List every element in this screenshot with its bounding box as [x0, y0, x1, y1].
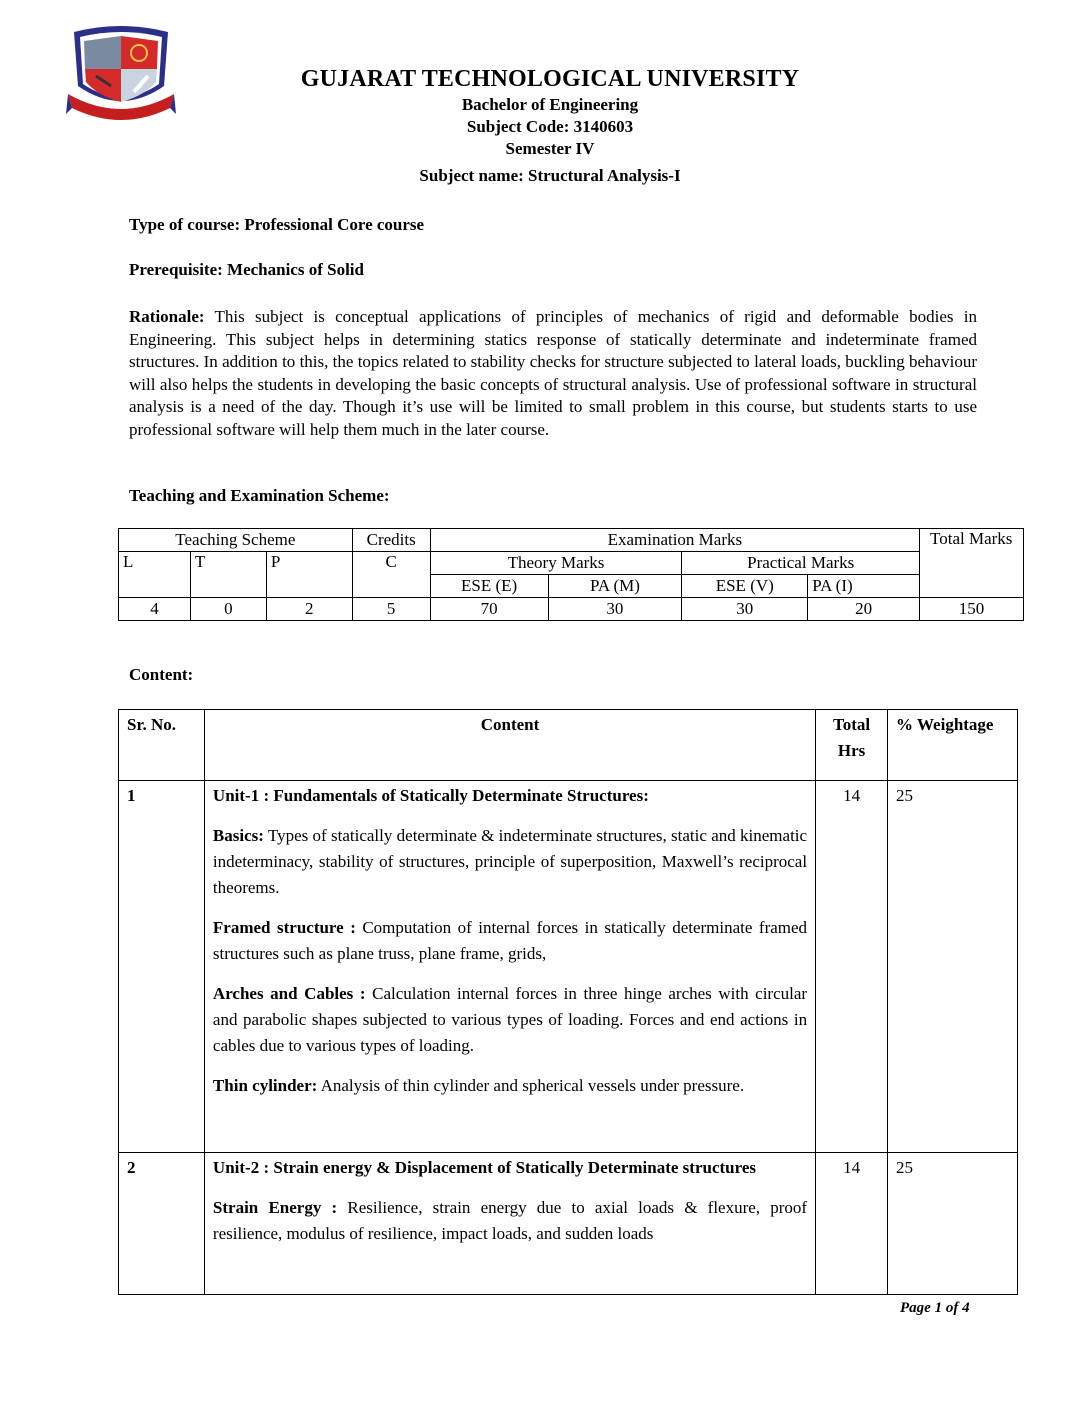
topic-thin-cylinder [213, 1073, 807, 1099]
ese-v-value: 30 [682, 598, 808, 621]
topic-text: Calculation internal forces in three hinge arches with circular and parabolic shapes subjected to various types of loading. Forces and end actions in cables due to various types of loading. [212, 984, 808, 1055]
total-marks-header: Total Marks [920, 529, 1024, 598]
c-value: 5 [352, 598, 430, 621]
topic-text: Types of statically determinate & indeterminate structures, static and kinematic indeterminacy, stability of structures, principle of superposition, Maxwell’s reciprocal theorems. [212, 826, 808, 897]
topic-text: Analysis of thin cylinder and spherical vessels under pressure. [317, 1076, 745, 1095]
scheme-table [118, 528, 1024, 621]
pa-i-value: 20 [808, 598, 920, 621]
page-number: Page 1 of 4 [900, 1300, 970, 1316]
teaching-scheme-header: Teaching Scheme [119, 529, 353, 552]
content-header: Content [204, 710, 815, 781]
ese-e-value: 70 [430, 598, 548, 621]
topic-strain-energy [213, 1195, 807, 1247]
table-row [119, 1153, 1018, 1295]
scheme-heading: Teaching and Examination Scheme: [129, 486, 390, 505]
type-of-course: Type of course: Professional Core course [129, 215, 425, 234]
c-header: C [352, 552, 430, 598]
topic-label: Arches and Cables : [212, 984, 366, 1003]
topic-label: Framed structure : [212, 918, 356, 937]
sr-no: 2 [119, 1153, 205, 1295]
weightage-header: % Weightage [888, 710, 1018, 781]
prerequisite: Prerequisite: Mechanics of Solid [129, 260, 364, 279]
rationale [129, 306, 977, 442]
total-hrs-header: Total Hrs [816, 710, 888, 781]
ese-e-header: ESE (E) [430, 575, 548, 598]
topic-text: Resilience, strain energy due to axial loads & flexure, proof resilience, modulus of resilience, impact loads, and sudden loads [212, 1198, 808, 1243]
weightage: 25 [888, 781, 1018, 1153]
topic-label: Basics: [212, 826, 264, 845]
document-header [240, 64, 860, 187]
rationale-text: This subject is conceptual applications of principles of mechanics of rigid and deformable bodies in Engineering. This subject helps in determining statics response of statically determinate and indeterminate framed structures. In addition to this, the topics related to stability checks for structure subjected to lateral loads, buckling behaviour will also helps the students in developing the basic concepts of structural analysis. Use of professional software in structural analysis is a need of the day. Though it’s use will be limited to small problem in this course, but students starts to use professional software will help them much in the later course. [129, 307, 977, 439]
examination-marks-header: Examination Marks [430, 529, 919, 552]
subject-code: Subject Code: 3140603 [466, 117, 634, 136]
p-header: P [266, 552, 352, 598]
degree: Bachelor of Engineering [461, 95, 639, 114]
pa-i-header: PA (I) [808, 575, 920, 598]
total-value: 150 [920, 598, 1024, 621]
subject-name: Subject name: Structural Analysis-I [419, 166, 681, 185]
semester: Semester IV [505, 139, 595, 158]
pa-m-value: 30 [548, 598, 682, 621]
weightage: 25 [888, 1153, 1018, 1295]
sr-no: 1 [119, 781, 205, 1153]
topic-label: Strain Energy : [212, 1198, 338, 1217]
theory-marks-header: Theory Marks [430, 552, 682, 575]
topic-text: Computation of internal forces in statically determinate framed structures such as plane truss, plane frame, grids, [212, 918, 808, 963]
content-table [118, 709, 1018, 1295]
unit-title: Unit-1 : Fundamentals of Statically Determinate Structures: [212, 786, 649, 805]
t-value: 0 [190, 598, 266, 621]
unit-title: Unit-2 : Strain energy & Displacement of Statically Determinate structures [212, 1158, 757, 1177]
table-row [119, 781, 1018, 1153]
topic-framed-structure [213, 915, 807, 967]
topic-basics [213, 823, 807, 901]
pa-m-header: PA (M) [548, 575, 682, 598]
p-value: 2 [266, 598, 352, 621]
sr-no-header: Sr. No. [119, 710, 205, 781]
topic-arches-cables [213, 981, 807, 1059]
university-name: GUJARAT TECHNOLOGICAL UNIVERSITY [300, 66, 800, 92]
credits-header: Credits [352, 529, 430, 552]
l-value: 4 [119, 598, 191, 621]
topic-label: Thin cylinder: [212, 1076, 318, 1095]
rationale-label: Rationale: [129, 307, 205, 326]
practical-marks-header: Practical Marks [682, 552, 920, 575]
total-hrs: 14 [816, 781, 888, 1153]
ese-v-header: ESE (V) [682, 575, 808, 598]
total-hrs: 14 [816, 1153, 888, 1295]
content-heading: Content: [129, 665, 194, 684]
t-header: T [190, 552, 266, 598]
university-logo [66, 24, 176, 124]
l-header: L [119, 552, 191, 598]
